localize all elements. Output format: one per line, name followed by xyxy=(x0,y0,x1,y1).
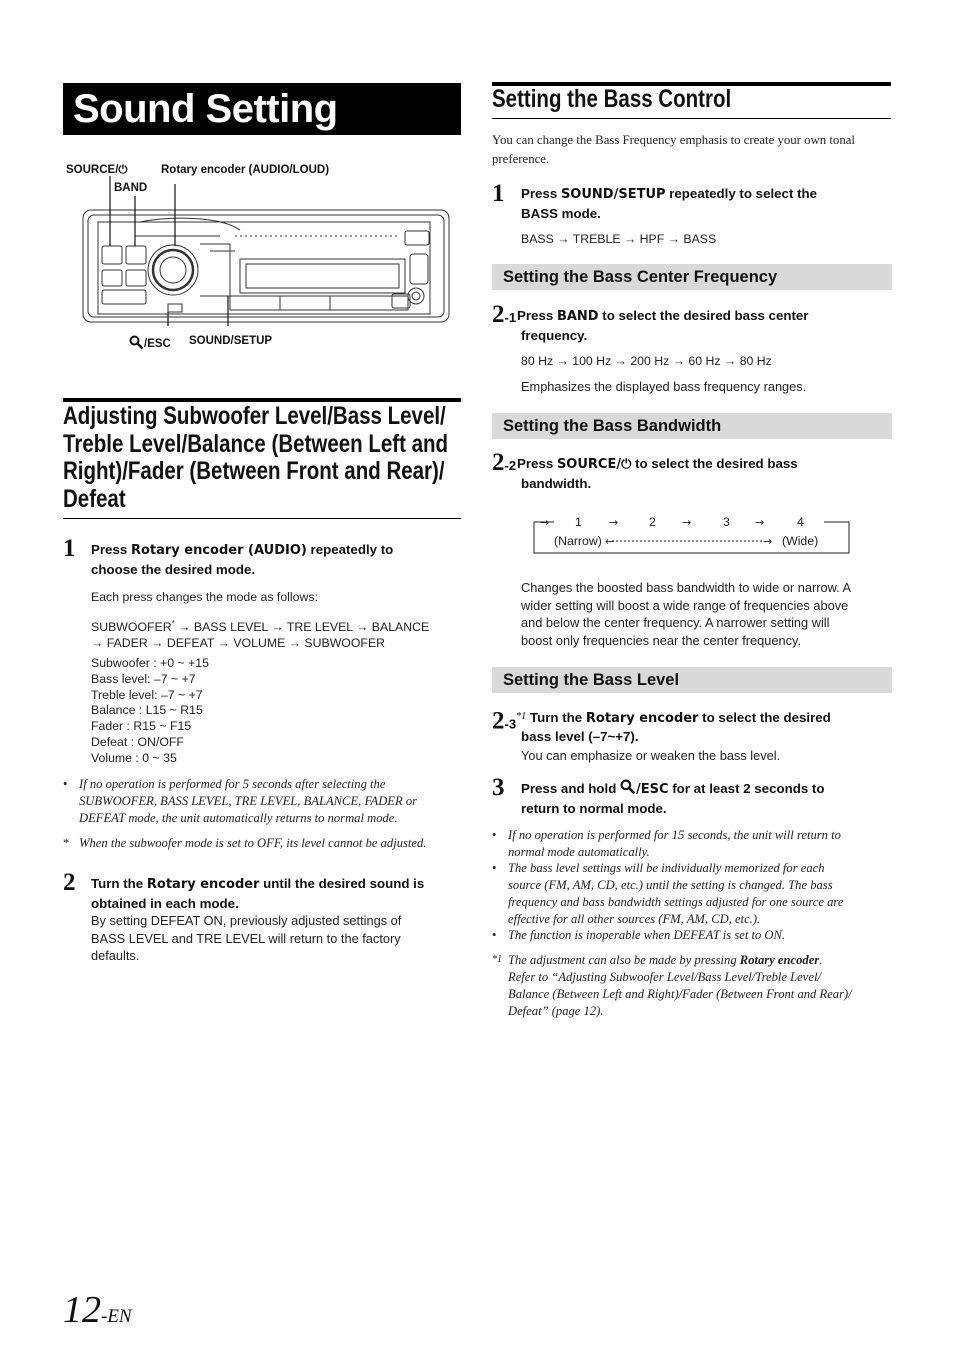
step-text: bass level (–7~+7). xyxy=(521,729,639,744)
band-label: BAND xyxy=(114,182,148,194)
key-name: /ESC xyxy=(636,782,669,797)
step-sub: -2 xyxy=(504,458,517,473)
subsection-title: Setting the Bass Level xyxy=(492,667,892,693)
footnote-line: Refer to “Adjusting Subwoofer Level/Bass Level/Treble Level/ xyxy=(508,970,821,984)
range-item: Subwoofer : +0 ~ +15 xyxy=(91,656,209,670)
key-name: BAND xyxy=(556,309,599,324)
mode-sequence: BASS → TREBLE → HPF → BASS xyxy=(521,232,717,246)
page-number-digits: 12 xyxy=(63,1289,101,1331)
key-name: Rotary encoder xyxy=(146,877,260,892)
bullet-mark: • xyxy=(492,861,497,875)
step-text: Press and hold xyxy=(521,781,621,796)
key-name: Rotary encoder xyxy=(739,953,820,967)
section-heading xyxy=(492,86,784,114)
step-sub: -1 xyxy=(504,310,517,325)
heading-line: Adjusting Subwoofer Level/Bass Level/ xyxy=(63,402,446,430)
range-list xyxy=(91,656,209,767)
esc-label-text: /ESC xyxy=(144,338,171,350)
step-text: Press xyxy=(91,542,131,557)
step-note: You can emphasize or weaken the bass level. xyxy=(521,748,781,763)
star-note: When the subwoofer mode is set to OFF, its level cannot be adjusted. xyxy=(79,836,427,850)
scale-step: 2 xyxy=(649,515,656,529)
wide-label: (Wide) xyxy=(782,534,819,548)
footnote-ref: *1 xyxy=(516,711,527,722)
head-unit-diagram xyxy=(80,176,452,326)
note-line: normal mode automatically. xyxy=(508,845,650,859)
step-digit: 2 xyxy=(492,301,505,328)
range-item: Fader : R15 ~ F15 xyxy=(91,719,192,734)
note-line: SUBWOOFER, BASS LEVEL, TRE LEVEL, BALANCE, FADER or xyxy=(79,794,418,808)
note-line: frequency and bass bandwidth settings adjusted for one source are xyxy=(508,895,844,909)
svg-text:←: ← xyxy=(605,535,615,548)
subsection-title: Setting the Bass Center Frequency xyxy=(492,264,892,290)
section-heading xyxy=(63,403,533,513)
page-title: Sound Setting xyxy=(63,83,461,135)
range-item: Treble level: –7 ~ +7 xyxy=(91,687,203,702)
page-suffix: -EN xyxy=(101,1306,132,1327)
page-number xyxy=(63,1288,132,1339)
body-line: boost only frequencies near the center frequency. xyxy=(521,632,802,648)
bullet-mark: • xyxy=(63,777,68,791)
bullet-note xyxy=(79,776,461,827)
heading-line: Defeat xyxy=(63,484,126,513)
step-instruction xyxy=(521,779,891,818)
scale-step: 3 xyxy=(723,515,730,529)
step-text: Turn the xyxy=(530,710,586,725)
footnote-text: The adjustment can also be made by pressing xyxy=(508,953,740,967)
sequence-text: → BASS LEVEL → TRE LEVEL → BALANCE xyxy=(174,620,430,635)
step-text: for at least 2 seconds to xyxy=(668,781,825,796)
body-line: Changes the boosted bass bandwidth to wide or narrow. A xyxy=(521,580,852,595)
step-text: repeatedly to select the xyxy=(665,186,818,201)
note-line: DEFEAT mode, the unit automatically returns to normal mode. xyxy=(79,811,398,825)
section-rule-bottom xyxy=(492,118,891,119)
step-text: frequency. xyxy=(521,327,588,343)
bandwidth-scale xyxy=(532,510,850,554)
sequence-text: → FADER → DEFEAT → VOLUME → SUBWOOFER xyxy=(91,636,386,651)
key-name: SOUND/SETUP xyxy=(560,187,666,202)
sequence-text: SUBWOOFER xyxy=(91,620,172,635)
source-power-label: SOURCE/⏻ xyxy=(66,164,128,176)
step-text: until the desired sound is xyxy=(259,876,425,891)
step-text: Press xyxy=(517,308,557,323)
step-text: to select the desired bass center xyxy=(598,308,809,323)
step-instruction xyxy=(530,709,891,729)
range-item: Bass level: –7 ~ +7 xyxy=(91,671,196,686)
note-line: effective for all other sources (FM, AM, CD, etc.). xyxy=(508,912,761,926)
step-number xyxy=(492,450,516,478)
step-text: to select the desired xyxy=(698,710,831,725)
narrow-label: (Narrow) xyxy=(554,534,602,548)
search-icon xyxy=(129,335,144,350)
step-number xyxy=(492,302,516,330)
step-instruction xyxy=(91,875,461,913)
step-number: 1 xyxy=(63,535,76,562)
note-line: The bass level settings will be individually memorized for each xyxy=(508,861,825,875)
step-instruction xyxy=(521,185,891,223)
step-body xyxy=(91,912,461,965)
step-text: BASS mode. xyxy=(521,205,601,221)
footnote xyxy=(508,952,891,1020)
step-body xyxy=(521,579,891,649)
step-text: choose the desired mode. xyxy=(91,561,256,577)
step-digit: 2 xyxy=(492,449,505,476)
step-sub: -3 xyxy=(504,716,517,732)
key-name: Rotary encoder (AUDIO) xyxy=(130,543,307,558)
footnote-text: . xyxy=(819,953,823,967)
scale-step: 4 xyxy=(797,515,804,529)
svg-text:→: → xyxy=(682,516,692,529)
step-number: 3 xyxy=(492,774,505,801)
search-icon xyxy=(620,779,636,795)
svg-text:→: → xyxy=(609,516,619,529)
heading-line: Right)/Fader (Between Front and Rear)/ xyxy=(63,457,445,485)
footnote-line: Balance (Between Left and Right)/Fader (Between Front and Rear)/ xyxy=(508,987,852,1001)
esc-label xyxy=(129,335,171,350)
mode-sequence xyxy=(91,616,461,651)
key-name: SOURCE/⏻ xyxy=(556,457,632,472)
sound-setup-label: SOUND/SETUP xyxy=(189,335,273,347)
step-text: obtained in each mode. xyxy=(91,895,239,911)
subsection-title: Setting the Bass Bandwidth xyxy=(492,413,892,439)
footnote-line: Defeat” (page 12). xyxy=(508,1004,604,1018)
range-item: Volume : 0 ~ 35 xyxy=(91,750,177,765)
body-line: defaults. xyxy=(91,948,140,963)
step-text: repeatedly to xyxy=(306,542,394,557)
heading-line: Treble Level/Balance (Between Left and xyxy=(63,429,449,458)
step-number: 1 xyxy=(492,180,505,207)
body-line: and below the center frequency. A narrower setting will xyxy=(521,615,830,630)
svg-text:→: → xyxy=(763,535,773,548)
rotary-encoder-label: Rotary encoder (AUDIO/LOUD) xyxy=(161,164,330,176)
step-text: to select the desired bass xyxy=(631,456,798,471)
key-name: Rotary encoder xyxy=(585,711,699,726)
body-line: BASS LEVEL and TRE LEVEL will return to the factory xyxy=(91,930,401,946)
range-item: Defeat : ON/OFF xyxy=(91,734,184,749)
step-text: Press xyxy=(521,186,561,201)
range-item: Balance : L15 ~ R15 xyxy=(91,703,203,718)
body-line: wider setting will boost a wide range of frequencies above xyxy=(521,597,849,613)
bullet-mark: • xyxy=(492,828,497,842)
svg-text:→: → xyxy=(540,516,550,529)
note-line: If no operation is performed for 15 seconds, the unit will return to xyxy=(508,828,841,842)
footnote-star: * xyxy=(171,619,175,628)
intro-line: preference. xyxy=(492,152,550,166)
body-line: By setting DEFEAT ON, previously adjusted settings of xyxy=(91,913,402,928)
step-instruction xyxy=(91,541,461,579)
step-instruction xyxy=(517,455,891,493)
intro-line: You can change the Bass Frequency emphasis to create your own tonal xyxy=(492,133,855,147)
step-text: bandwidth. xyxy=(521,475,592,491)
footnote-mark: *1 xyxy=(492,954,502,965)
frequency-sequence: 80 Hz → 100 Hz → 200 Hz → 60 Hz → 80 Hz xyxy=(521,354,772,368)
note-line: source (FM, AM, CD, etc.) until the setting is changed. The bass xyxy=(508,878,833,892)
step-text: return to normal mode. xyxy=(521,800,667,816)
star-mark: * xyxy=(63,836,70,850)
step-text: Turn the xyxy=(91,876,147,891)
bullet-note xyxy=(508,860,891,928)
heading-line: Setting the Bass Control xyxy=(492,85,732,113)
step-instruction xyxy=(517,307,891,345)
step-text: Press xyxy=(517,456,557,471)
step-number: 2 xyxy=(63,869,76,896)
svg-text:→: → xyxy=(755,516,765,529)
scale-step: 1 xyxy=(575,515,582,529)
intro-text xyxy=(492,131,892,169)
step-digit: 2 xyxy=(492,707,505,735)
section-rule-bottom xyxy=(63,518,461,519)
bullet-mark: • xyxy=(492,928,497,942)
bullet-note: The function is inoperable when DEFEAT is set to ON. xyxy=(508,928,786,942)
step-note: Emphasizes the displayed bass frequency ranges. xyxy=(521,379,807,394)
bullet-note xyxy=(508,827,891,861)
note-line: If no operation is performed for 5 seconds after selecting the xyxy=(79,777,386,791)
step-note: Each press changes the mode as follows: xyxy=(91,590,318,604)
